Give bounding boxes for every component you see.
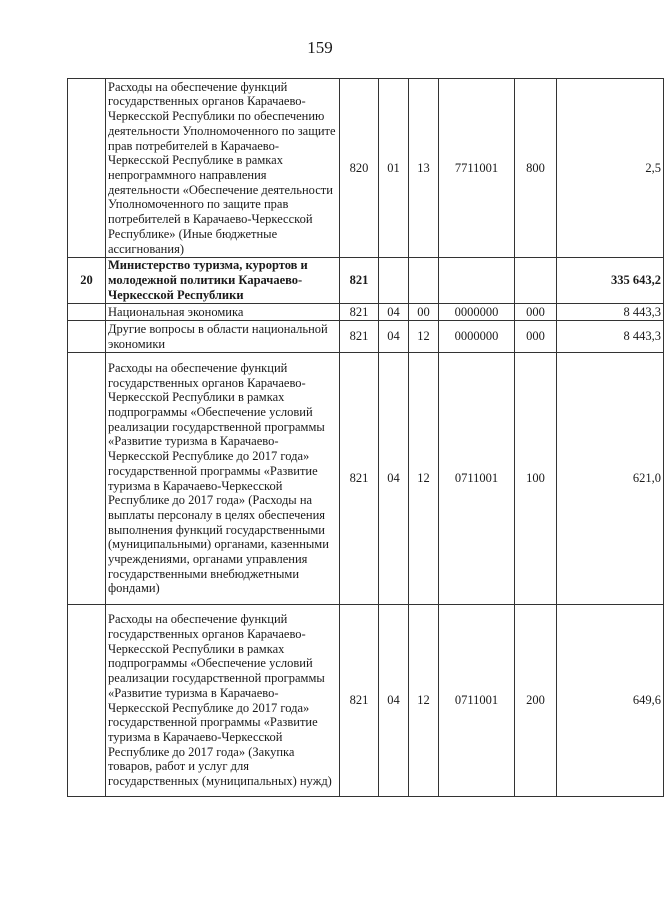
row-description: Расходы на обеспечение функций государственных органов Карачаево-Черкесской Республики в рамках подпрограммы «Обеспечение условий реализации государственной программы «Развитие туризма в Карачаево-Черкесской Республике до 2017 года» государственной программы «Развитие туризма в Карачаево-Черкесской Республике до 2017 года» (Закупка товаров, работ и услуг для государственных (муниципальных) нужд) bbox=[106, 605, 340, 797]
ministry-code: 821 bbox=[340, 353, 379, 605]
table-row bbox=[68, 304, 664, 321]
amount: 8 443,3 bbox=[557, 321, 664, 353]
ministry-code: 821 bbox=[340, 605, 379, 797]
row-number: 20 bbox=[68, 258, 106, 304]
section-code bbox=[379, 258, 409, 304]
row-description: Другие вопросы в области национальной экономики bbox=[106, 321, 340, 353]
target-code: 0711001 bbox=[439, 353, 515, 605]
row-description: Расходы на обеспечение функций государственных органов Карачаево-Черкесской Республики по обеспечению деятельности Уполномоченного по защите прав потребителей в Карачаево-Черкесской Республике в рамках непрограммного направления деятельности «Обеспечение деятельности Уполномоченного по защите прав потребителей в Карачаево-Черкесской Республике» (Иные бюджетные ассигнования) bbox=[106, 79, 340, 258]
subsection-code bbox=[409, 258, 439, 304]
budget-table bbox=[67, 78, 664, 797]
subsection-code: 13 bbox=[409, 79, 439, 258]
row-number bbox=[68, 79, 106, 258]
section-code: 01 bbox=[379, 79, 409, 258]
target-code: 7711001 bbox=[439, 79, 515, 258]
amount: 2,5 bbox=[557, 79, 664, 258]
amount: 8 443,3 bbox=[557, 304, 664, 321]
amount: 621,0 bbox=[557, 353, 664, 605]
row-description: Расходы на обеспечение функций государственных органов Карачаево-Черкесской Республики в рамках подпрограммы «Обеспечение условий реализации государственной программы «Развитие туризма в Карачаево-Черкесской Республике до 2017 года» государственной программы «Развитие туризма в Карачаево-Черкесской Республике до 2017 года» (Расходы на выплаты персоналу в целях обеспечения выполнения функций государственными (муниципальными) органами, казенными учреждениями, органами управления государственными внебюджетными фондами) bbox=[106, 353, 340, 605]
expense-type-code: 200 bbox=[515, 605, 557, 797]
target-code: 0000000 bbox=[439, 304, 515, 321]
expense-type-code: 000 bbox=[515, 304, 557, 321]
row-description: Национальная экономика bbox=[106, 304, 340, 321]
target-code bbox=[439, 258, 515, 304]
subsection-code: 12 bbox=[409, 605, 439, 797]
amount: 649,6 bbox=[557, 605, 664, 797]
table-row bbox=[68, 321, 664, 353]
section-code: 04 bbox=[379, 605, 409, 797]
ministry-code: 821 bbox=[340, 304, 379, 321]
subsection-code: 12 bbox=[409, 353, 439, 605]
expense-type-code: 100 bbox=[515, 353, 557, 605]
row-number bbox=[68, 304, 106, 321]
section-code: 04 bbox=[379, 321, 409, 353]
target-code: 0711001 bbox=[439, 605, 515, 797]
row-description: Министерство туризма, курортов и молодежной политики Карачаево-Черкесской Республики bbox=[106, 258, 340, 304]
amount: 335 643,2 bbox=[557, 258, 664, 304]
expense-type-code: 000 bbox=[515, 321, 557, 353]
table-row bbox=[68, 258, 664, 304]
ministry-code: 821 bbox=[340, 258, 379, 304]
row-number bbox=[68, 605, 106, 797]
target-code: 0000000 bbox=[439, 321, 515, 353]
subsection-code: 12 bbox=[409, 321, 439, 353]
row-number bbox=[68, 321, 106, 353]
ministry-code: 820 bbox=[340, 79, 379, 258]
table-row bbox=[68, 353, 664, 605]
row-number bbox=[68, 353, 106, 605]
section-code: 04 bbox=[379, 353, 409, 605]
expense-type-code bbox=[515, 258, 557, 304]
ministry-code: 821 bbox=[340, 321, 379, 353]
section-code: 04 bbox=[379, 304, 409, 321]
expense-type-code: 800 bbox=[515, 79, 557, 258]
subsection-code: 00 bbox=[409, 304, 439, 321]
table-row bbox=[68, 79, 664, 258]
page-number: 159 bbox=[307, 38, 333, 57]
table-row bbox=[68, 605, 664, 797]
